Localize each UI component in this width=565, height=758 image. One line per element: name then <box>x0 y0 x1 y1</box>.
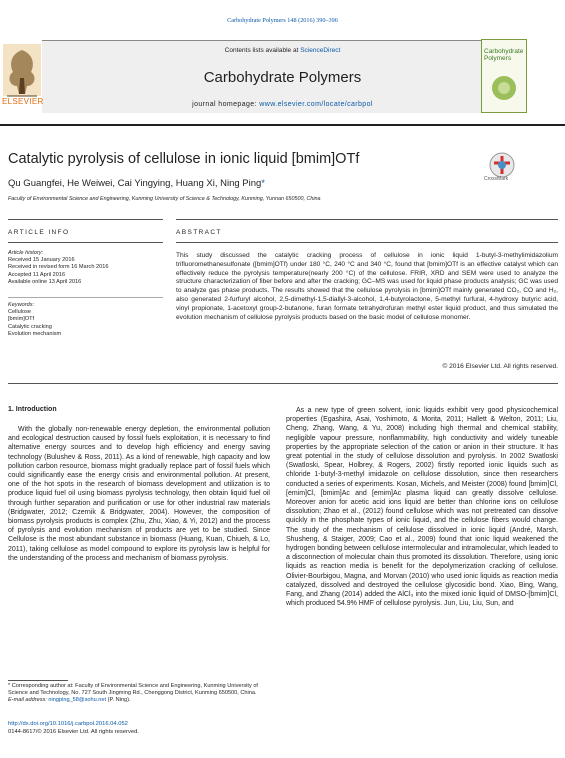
footnote-text: * Corresponding author at: Faculty of Environmental Science and Engineering, Kunming University of Science and Technology, No. 727 South Jingming Rd., Chenggong District, Kunming 650500, China. <box>8 683 258 696</box>
journal-reference[interactable]: Carbohydrate Polymers 148 (2016) 390–396 <box>227 17 338 24</box>
keywords-divider <box>8 297 163 298</box>
body-paragraph: As a new type of green solvent, ionic liquids exhibit very good physicochemical properties (Egashira, Asai, Yoshimoto, & Morita, 2011; Hallett & Welton, 2011; Liu, Cheng, Zhang, Wang, & Yu, 2008) including high thermal and chemical stability, negligible vapour pressure, nonflammability, high conductivity and widely tuneable properties by the appropriate selection of the cation or anion in their structure. It has great potential in the study of cellulose dissolution and pyrolysis. In 2002 Swatloski (Swatloski, Spear, Holbrey, & Rogers, 2002) firstly reported ionic liquids such as chloride 1-butyl-3-methyl imidazole on cellulose dissolution, since then researchers conducted a series of experiments. Kosan, Michels, and Meister (2008) found [bmim]Cl, [emim]Cl, [bmim]Ac and [emim]Ac plasma liquid can greatly dissolve cellulose. Moreover anion for acetic acid ions liquid are better than chlorine ions on cellulose dissolution; Zhao et al., (2012) found cellulose which was not pretreated can dissolve quickly in the phosphate types of ionic liquid, and the cellulose fibers would change. The study of the mechanism of cellulose dissolved in ionic liquid (André, Marsh, Shusheng, & Staiger, 2009; Cao et al., 2009) found that ionic liquid weakened the hydrogen bonding between cellulose intermolecular and intramolecular, which leaded to a disconnection of molecular chain thus promoted its dissolution. Therefore, using ionic liquids as reaction media is benefit for the depolymerization cracking of cellulose. Olivier-Bourbigou, Magna, and Morvan (2010) who used ionic liquids as reaction media catalyzed, dissolved and destroyed the cellulose glycosidic bond. Xiao, Bing, Wang, Fang, and Zhang (2014) added the AlCl₃ into the mixed ionic liquid of DMSO-[bmim]Cl, which produced 54.9% HMF of cellulose pyrolysis. Jun, Liu, Liu, Sun, and <box>286 407 558 608</box>
crossmark-icon[interactable] <box>488 151 516 179</box>
body-column-right <box>286 406 558 608</box>
journal-cover-thumbnail <box>481 39 527 113</box>
article-info-divider <box>8 219 163 220</box>
homepage-prefix: journal homepage: <box>192 101 257 108</box>
author-names: Qu Guangfei, He Weiwei, Cai Yingying, Huang Xi, Ning Ping <box>8 178 262 189</box>
sciencedirect-link[interactable]: ScienceDirect <box>300 47 341 54</box>
affiliation: Faculty of Environmental Science and Engineering, Kunming University of Science & Technology, Kunming, Yunnan 650500, China <box>8 196 321 202</box>
footnote-email-line <box>8 697 270 704</box>
abstract-copyright: © 2016 Elsevier Ltd. All rights reserved. <box>442 363 558 370</box>
header-divider <box>0 124 565 126</box>
history-received: Received 15 January 2016 <box>8 257 75 264</box>
article-history <box>8 250 108 286</box>
keywords-block <box>8 302 61 338</box>
body-divider <box>8 383 558 384</box>
email-suffix: (P. Ning). <box>107 697 131 703</box>
abstract-heading: ABSTRACT <box>176 229 222 236</box>
cover-artwork-icon <box>488 72 520 104</box>
body-paragraph: With the globally non-renewable energy depletion, the environmental pollution and ecological destruction caused by fossil fuels exploitation, it is necessary to find alternative energy sources and to develop high efficiency and energy saving technology (Bulushev & Ross, 2011). As a kind of renewable, high capacity and low pollution carbon resource, biomass might gradually replace part of fossil fuels which could significantly ease the energy crisis and environmental pollution. At present, one of the hot spots in the research of biomass development and utilization is to produce liquid fuel oil using biomass pyrolysis technology, then obtain liquid fuel oil through further separation and purification or use for other industrial raw materials (Bridgwater, 2012; Czernik & Bridgwater, 2004). However, the composition of biomass pyrolysis products is complex (Zhu, Zhu, Xiao, & Yi, 2012) and the process of pyrolysis and evolution mechanism of products are yet to be studied. Since Cellulose is the most abundant substance in biomass (Huang, Kuan, Chiueh, & Lo, 2011), taking cellulose as model compound to explore its pyrolysis law is helpful for the understanding of the process and mechanism of biomass pyrolysis. <box>8 426 270 562</box>
abstract-inner-divider <box>176 242 558 243</box>
article-info-inner-divider <box>8 242 163 243</box>
history-online: Available online 13 April 2016 <box>8 278 82 285</box>
keyword-item: Cellulose <box>8 309 32 316</box>
publisher-wordmark: ELSEVIER <box>2 97 44 106</box>
cover-title: Carbohydrate Polymers <box>484 48 524 62</box>
rights-line: 0144-8617/© 2016 Elsevier Ltd. All rights reserved. <box>8 729 139 735</box>
email-label: E-mail address: <box>8 697 47 703</box>
homepage-link[interactable]: www.elsevier.com/locate/carbpol <box>259 101 373 108</box>
author-list <box>8 178 265 189</box>
keywords-label: Keywords: <box>8 302 35 308</box>
keyword-item: Catalytic cracking <box>8 323 52 330</box>
article-info-heading: ARTICLE INFO <box>8 229 70 236</box>
body-column-left <box>8 425 270 563</box>
history-accepted: Accepted 11 April 2016 <box>8 271 66 278</box>
history-revised: Received in revised form 16 March 2016 <box>8 264 109 271</box>
keyword-item: [bmim]OTf <box>8 316 35 323</box>
keyword-item: Evolution mechanism <box>8 330 62 337</box>
history-label: Article history: <box>8 250 44 256</box>
corresponding-author-footnote <box>8 683 270 704</box>
journal-name: Carbohydrate Polymers <box>203 69 362 86</box>
footnote-divider <box>8 680 68 681</box>
contents-prefix: Contents lists available at <box>224 47 299 54</box>
crossmark-label: CrossMark <box>484 176 509 182</box>
doi-block <box>8 720 139 736</box>
section-heading-introduction: 1. Introduction <box>8 406 57 413</box>
abstract-text: This study discussed the catalytic cracking process of cellulose in ionic liquid 1-butyl-3-methylimidazolium trifluoromethanesulfonate ([bmim]OTf) under 180 °C, 240 °C and 340 °C, found that [bmim]OTf is an effective catalyst which can effectively reduce the pyrolysis temperature(nearly 200 °C) of the cellulose. FRIR, XRD and SEM were used to analyze the structure characterization of fiber before and after the cracking; GC–MS was used for liquid phase products analysis; GC was used to analyze gas phase products. The results showed that the cellulose pyrolysis in [bmim]OTf mainly generated CO₂, CO and H₂, also generated 2-furfuryl alcohol, 2,5-dimethyl-1,5-diallyl-3-alcohol, 1,4-butyrolactone, 5-methyl furfural, 4-hydroxy butyric acid, vinyl propionate, 1-acetoxyl group-2-butanone, furan formate tetrahydrofuran methyl ester liquid product, and thus simulated the evolution mechanism of cellulose pyrolysis products based on the basic model of cellulose monomer. <box>176 252 558 321</box>
corresponding-author-mark[interactable]: * <box>261 178 265 189</box>
article-title: Catalytic pyrolysis of cellulose in ionic liquid [bmim]OTf <box>8 151 360 167</box>
email-link[interactable]: ningping_58@sohu.net <box>48 697 107 703</box>
abstract-divider <box>176 219 558 220</box>
doi-link[interactable]: http://dx.doi.org/10.1016/j.carbpol.2016.04.052 <box>8 721 128 727</box>
